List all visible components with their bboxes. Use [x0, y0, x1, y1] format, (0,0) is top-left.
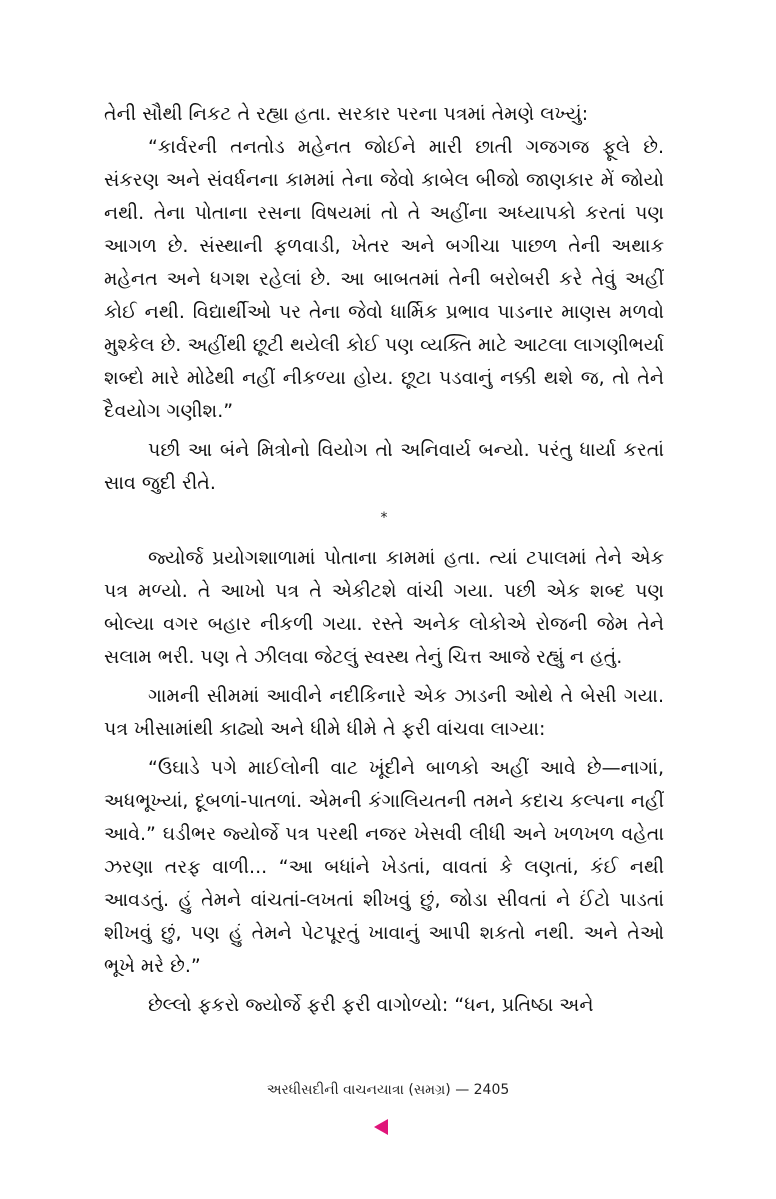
body-text: [104, 98, 664, 1022]
paragraph-2-quote: “કાર્વરની તનતોડ મહેનત જોઈને મારી છાતી ગજગજ ફૂલે છે. સંકરણ અને સંવર્ધનના કામમાં તેના જેવો કાબેલ બીજો જાણકાર મેં જોયો નથી. તેના પોતાના રસના વિષયમાં તો તે અહીંના અધ્યાપકો કરતાં પણ આગળ છે. સંસ્થાની ફળવાડી, ખેતર અને બગીચા પાછળ તેની અથાક મહેનત અને ધગશ રહેલાં છે. આ બાબતમાં તેની બરોબરી કરે તેવું અહીં કોઈ નથી. વિદ્યાર્થીઓ પર તેના જેવો ધાર્મિક પ્રભાવ પાડનાર માણસ મળવો મુશ્કેલ છે. અહીંથી છૂટી થયેલી કોઈ પણ વ્યક્તિ માટે આટલા લાગણીભર્યા શબ્દો મારે મોઢેથી નહીં નીકળ્યા હોય. છૂટા પડવાનું નક્કી થશે જ, તો તેને દૈવયોગ ગણીશ.”: [104, 136, 664, 422]
previous-page-icon[interactable]: [374, 1119, 388, 1135]
paragraph-1: તેની સૌથી નિકટ તે રહ્યા હતા. સરકાર પરના પત્રમાં તેમણે લખ્યું:: [104, 103, 589, 125]
paragraph-5: ગામની સીમમાં આવીને નદીકિનારે એક ઝાડની ઓથે તે બેસી ગયા. પત્ર ખીસામાંથી કાઢ્યો અને ધીમે ધીમે તે ફરી વાંચવા લાગ્યા:: [104, 685, 664, 740]
book-title: અરધીસદીની વાચનયાત્રા (સમગ્ર): [266, 1082, 451, 1098]
paragraph-3: પછી આ બંને મિત્રોનો વિયોગ તો અનિવાર્ય બન્યો. પરંતુ ધાર્યા કરતાં સાવ જુદી રીતે.: [104, 439, 664, 494]
page-footer: [0, 1080, 776, 1100]
paragraph-6-quote: “ઉઘાડે પગે માઈલોની વાટ ખૂંદીને બાળકો અહીં આવે છે—નાગાં, અધભૂખ્યાં, દૂબળાં-પાતળાં. એમની કંગાલિયતની તમને કદાચ કલ્પના નહીં આવે.” ઘડીભર જ્યોર્જે પત્ર પરથી નજર ખેસવી લીધી અને ખળખળ વહેતા ઝરણા તરફ વાળી... “આ બધાંને ખેડતાં, વાવતાં કે લણતાં, કંઈ નથી આવડતું. હું તેમને વાંચતાં-લખતાં શીખવું છું, જોડા સીવતાં ને ઈંટો પાડતાં શીખવું છું, પણ હું તેમને પેટપૂરતું ખાવાનું આપી શકતો નથી. અને તેઓ ભૂખે મરે છે.”: [104, 757, 664, 977]
footer-dash: —: [455, 1082, 470, 1098]
paragraph-7: છેલ્લો ફકરો જ્યોર્જે ફરી ફરી વાગોળ્યો: “ધન, પ્રતિષ્ઠા અને: [148, 994, 594, 1016]
page-number: 2405: [473, 1082, 510, 1098]
section-separator: *: [380, 510, 388, 526]
paragraph-4: જ્યોર્જ પ્રયોગશાળામાં પોતાના કામમાં હતા. ત્યાં ટપાલમાં તેને એક પત્ર મળ્યો. તે આખો પત્ર તે એકીટશે વાંચી ગયા. પછી એક શબ્દ પણ બોલ્યા વગર બહાર નીકળી ગયા. રસ્તે અનેક લોકોએ રોજની જેમ તેને સલામ ભરી. પણ તે ઝીલવા જેટલું સ્વસ્થ તેનું ચિત્ત આજે રહ્યું ન હતું.: [104, 547, 664, 668]
